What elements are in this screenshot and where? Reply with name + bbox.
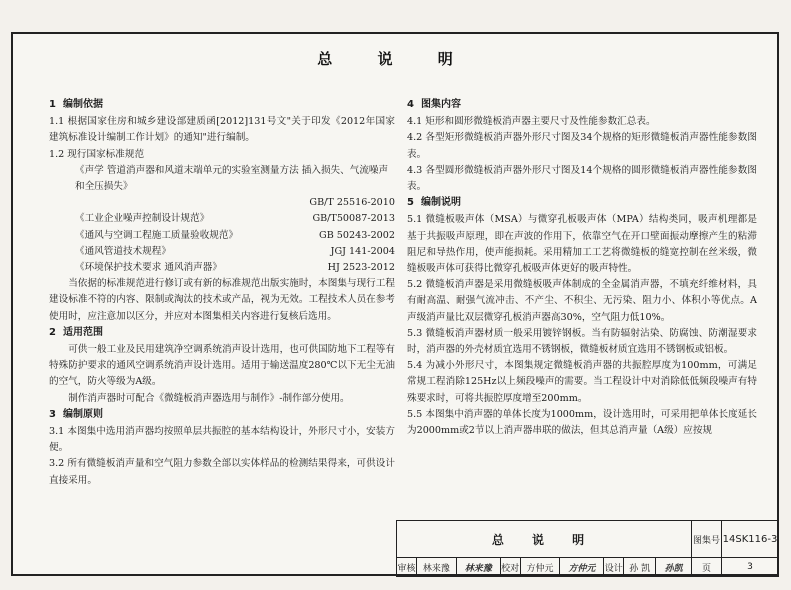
section-title: 适用范围 [63, 326, 103, 338]
atlas-number-label: 图集号 [692, 521, 722, 558]
para-4-1: 4.1 矩形和圆形微缝板消声器主要尺寸及性能参数汇总表。 [407, 116, 656, 128]
atlas-number: 14SK116-3 [721, 521, 778, 558]
para-4-2: 4.2 各型矩形微缝板消声器外形尺寸图及34个规格的矩形微缝板消声器性能参数图表。 [407, 132, 757, 160]
para-5-1: 5.1 微缝板吸声体（MSA）与微穿孔板吸声体（MPA）结构类同，吸声机理都是基于共振吸声原理，即在声波的作用下，依靠空气在开口壁面振动摩擦产生的粘滞阻尼和导热作用，使声能损耗。采用精加工工艺将微缝板的缝宽控制在丝米级，微缝板吸声体可获得比微穿孔板吸声体更好的吸声特性。 [407, 214, 757, 275]
para-3-1: 3.1 本图集中选用消声器均按照单层共振腔的基本结构设计，外形尺寸小，安装方便。 [49, 426, 395, 454]
standard-name: 《工业企业噪声控制设计规范》 [75, 213, 210, 225]
section-number: 2 [49, 326, 56, 338]
design-label: 设计 [604, 558, 624, 577]
section-1-heading [49, 97, 395, 113]
standard-code: HJ 2523-2012 [327, 262, 395, 274]
standard-name: 《环境保护技术要求 通风消声器》 [75, 262, 222, 274]
section-title: 编制原则 [63, 408, 103, 420]
page-title: 总 说 明 [317, 50, 473, 68]
standard-4 [49, 244, 395, 260]
para-5-3: 5.3 微缝板消声器材质一般采用镀锌钢板。当有防辐射沾染、防腐蚀、防潮湿要求时，消声器的外壳材质宜选用不锈钢板，微缝板材质宜选用不锈钢板或铝板。 [407, 327, 757, 356]
drawing-sheet [11, 32, 779, 576]
title-block [396, 520, 779, 577]
standard-name: 《通风管道技术规程》 [75, 245, 171, 257]
standard-5 [49, 260, 395, 276]
check-label: 校对 [500, 558, 520, 577]
section-number: 1 [49, 99, 56, 110]
section-number: 4 [407, 99, 414, 110]
para-5-2: 5.2 微缝板消声器是采用微缝板吸声体制成的全金属消声器，不填充纤维材料，具有耐高温、耐强气流冲击、不产尘、不积尘、无污染、阻力小、体积小等优点。A声级消声量比双层微穿孔板消声器高30%，空气阻力低10%。 [407, 279, 757, 323]
para-1-1: 1.1 根据国家住房和城乡建设部建质函[2012]131号文"关于印发《2012年国家建筑标准设计编制工作计划》的通知"进行编制。 [49, 116, 395, 144]
section-2-heading [49, 325, 395, 341]
standard-3 [49, 228, 395, 244]
section-4-heading [407, 97, 757, 113]
section-title: 编制说明 [421, 197, 461, 209]
para-2-1: 可供一般工业及民用建筑净空调系统消声设计选用，也可供国防地下工程等有特殊防护要求的通风空调系统消声设计选用。适用于输送温度280℃以下无尘无油的空气，防火等级为A级。 [49, 344, 395, 388]
para-5-5: 5.5 本图集中消声器的单体长度为1000mm，设计选用时，可采用把单体长度延长为2000mm或2节以上消声器串联的做法，但其总消声量（A级）应按规 [407, 408, 757, 437]
standard-2 [49, 211, 395, 227]
right-column [407, 97, 757, 439]
para-2-2: 制作消声器时可配合《微缝板消声器选用与制作》-制作部分使用。 [68, 392, 350, 404]
para-4-3: 4.3 各型圆形微缝板消声器外形尺寸图及14个规格的圆形微缝板消声器性能参数图表。 [407, 164, 757, 193]
standard-name: 《通风与空调工程施工质量验收规范》 [75, 229, 239, 241]
review-name: 林来豫 [416, 558, 456, 577]
review-signature: 林来豫 [456, 558, 500, 577]
standard-code: GB 50243-2002 [319, 229, 395, 241]
page-label: 页 [692, 558, 722, 577]
section-number: 5 [407, 197, 414, 209]
section-title: 编制依据 [63, 99, 103, 110]
para-5-4: 5.4 为减小外形尺寸，本图集规定微缝板消声器的共振腔厚度为100mm，可满足常规工程消除125Hz以上频段噪声的需要。当工程设计中对消除低低频段噪声有特殊要求时，可将共振腔厚度增至200mm。 [407, 360, 757, 404]
standard-code: GB/T50087-2013 [312, 213, 395, 225]
standard-1-code: GB/T 25516-2010 [309, 197, 395, 209]
section-3-heading [49, 407, 395, 423]
para-1-3: 当依据的标准规范进行修订或有新的标准规范出版实施时，本图集与现行工程建设标准不符的内容、限制或淘汰的技术或产品，视为无效。工程技术人员在参考使用时，应注意加以区分，并应对本图集相关内容进行复核后选用。 [49, 278, 395, 322]
section-number: 3 [49, 408, 56, 420]
para-1-2: 1.2 现行国家标准规范 [49, 148, 145, 160]
page-number: 3 [721, 558, 778, 577]
left-column [49, 97, 395, 489]
section-title: 图集内容 [421, 99, 461, 110]
check-name: 方仲元 [520, 558, 560, 577]
title-block-title: 总 说 明 [397, 521, 692, 558]
section-5-heading [407, 195, 757, 211]
check-signature: 方仲元 [560, 558, 604, 577]
design-signature: 孙凯 [656, 558, 692, 577]
standard-code: JGJ 141-2004 [330, 245, 395, 257]
design-name: 孙 凯 [624, 558, 656, 577]
standard-1-name: 《声学 管道消声器和风道末端单元的实验室测量方法 插入损失、气流噪声和全压损失》 [75, 164, 389, 193]
review-label: 审核 [397, 558, 417, 577]
para-3-2: 3.2 所有微缝板消声量和空气阻力参数全部以实体样品的检测结果得来，可供设计直接采用。 [49, 458, 395, 486]
